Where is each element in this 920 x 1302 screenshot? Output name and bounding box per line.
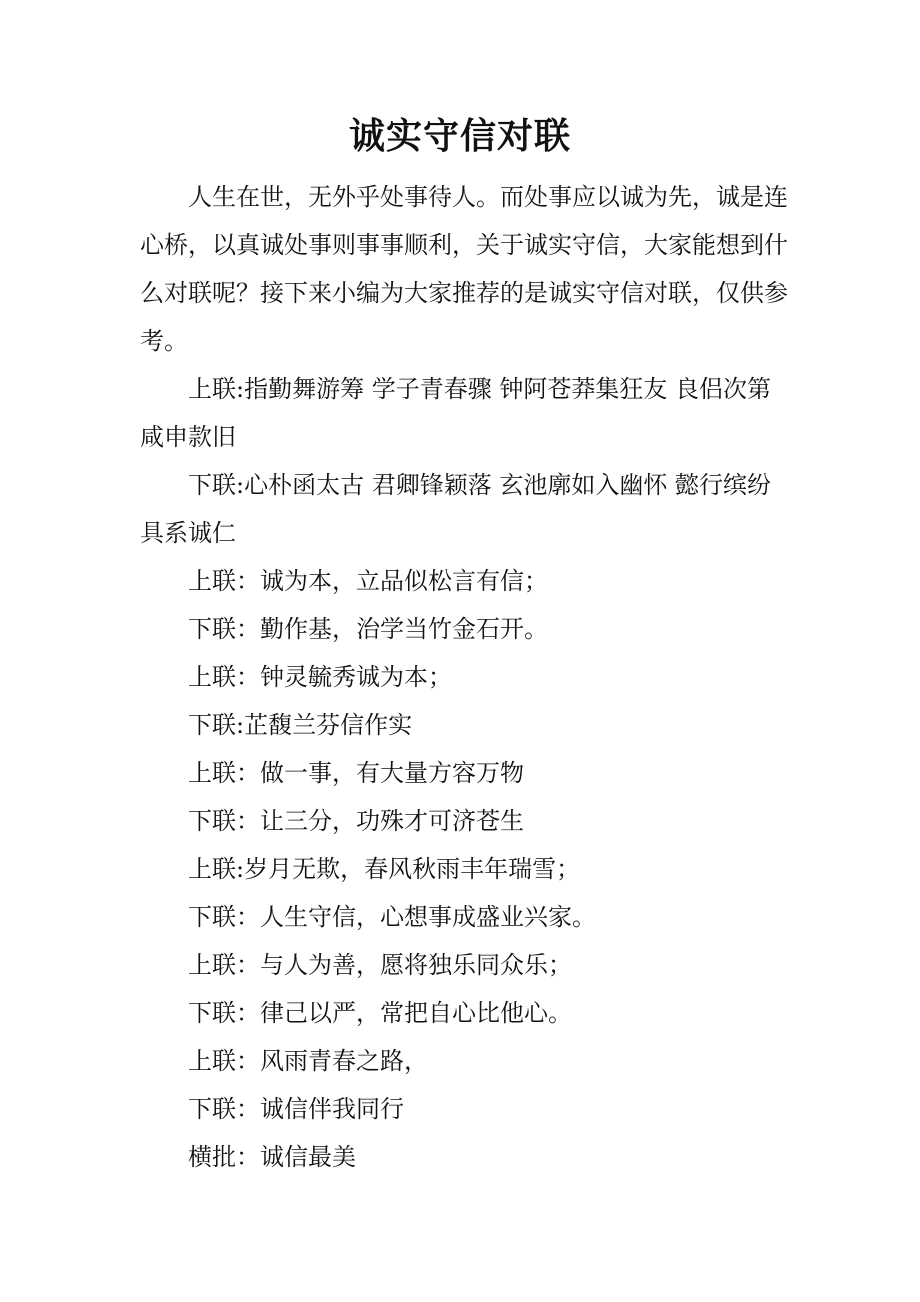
intro-paragraph: 人生在世，无外乎处事待人。而处事应以诚为先，诚是连心桥，以真诚处事则事事顺利，关于诚实守信，大家能想到什么对联呢？接下来小编为大家推荐的是诚实守信对联，仅供参考。 [140,183,788,355]
couplet-line: 上联:岁月无欺，春风秋雨丰年瑞雪； [188,855,581,883]
couplet-line: 下联：诚信伴我同行 [188,1095,404,1123]
couplet-line: 下联：人生守信，心想事成盛业兴家。 [188,903,596,931]
couplet-line: 上联：与人为善，愿将独乐同众乐； [188,951,572,979]
couplet-line: 下联：律己以严，常把自心比他心。 [188,999,572,1027]
document-title: 诚实守信对联 [348,115,571,157]
couplet-line: 上联：做一事，有大量方容万物 [188,759,524,787]
horizontal-scroll-line: 横批：诚信最美 [188,1143,356,1171]
couplet-upper-long: 上联:指勤舞游筹 学子青春骤 钟阿苍莽集狂友 良侣次第 咸申款旧 [140,375,771,451]
couplet-line: 下联：让三分，功殊才可济苍生 [188,807,524,835]
couplet-line: 下联:芷馥兰芬信作实 [188,711,413,739]
couplet-line: 下联：勤作基，治学当竹金石开。 [188,615,548,643]
couplet-line: 上联：钟灵毓秀诚为本； [188,663,452,691]
couplet-line: 上联：风雨青春之路， [188,1047,428,1075]
couplet-line: 上联：诚为本，立品似松言有信； [188,567,548,595]
couplet-lower-long: 下联:心朴函太古 君卿锋颖落 玄池廓如入幽怀 懿行缤纷 具系诚仁 [140,471,771,547]
document-body [140,173,790,1181]
